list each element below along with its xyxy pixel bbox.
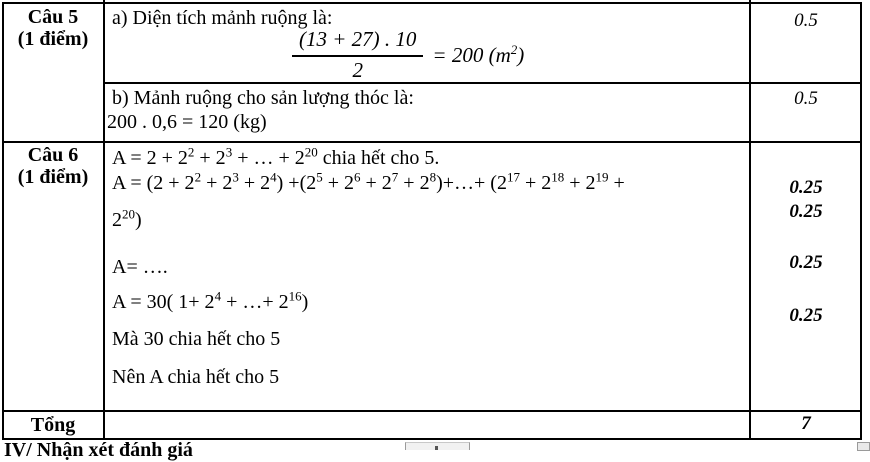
score-cau5b: 0.5 <box>794 88 818 109</box>
cau6-line3: $2^{20}$) <box>112 206 142 231</box>
cau5-label-line2: (1 điểm) <box>17 28 89 50</box>
scrollbar-corner-button[interactable] <box>857 442 870 451</box>
cau5-label-line1: Câu 5 <box>27 6 79 28</box>
cau5-label <box>3 6 103 50</box>
cau6-label-line1: Câu 6 <box>27 144 79 166</box>
cau6-line5: A = 30( $1+ 2^4$ + …+ $2^{16}$) <box>112 288 309 313</box>
equation-rhs: = 200 $(m^2)$ <box>432 41 525 67</box>
cau5a-equation <box>292 27 524 83</box>
score-cau6-3: 0.25 <box>789 252 823 273</box>
scrollbar-fragment[interactable] <box>405 442 470 450</box>
cau6-line6: Mà 30 chia hết cho 5 <box>112 328 281 350</box>
clipped-next-section-heading: IV/ Nhận xét đánh giá <box>4 439 193 461</box>
row-divider-cau5-cau6 <box>2 141 862 143</box>
cau5b-line2: 200 . 0,6 = 120 (kg) <box>107 111 267 133</box>
score-cau6-2: 0.25 <box>789 201 823 222</box>
fraction <box>292 27 423 83</box>
score-cau6-1: 0.25 <box>789 177 823 198</box>
cau5a-text: a) Diện tích mảnh ruộng là: <box>112 7 333 29</box>
fraction-numerator: (13 + 27) . 10 <box>292 27 423 57</box>
table-border-top <box>2 2 861 4</box>
cau6-line1: $A = 2 + 2^2 + 2^3$ + … + $2^{20}$ chia hết cho 5. <box>112 144 440 169</box>
row-divider-cau6-tong <box>2 410 862 412</box>
cau5b-line1: b) Mảnh ruộng cho sản lượng thóc là: <box>112 87 414 109</box>
score-cau6-4: 0.25 <box>789 305 823 326</box>
score-cau5a: 0.5 <box>794 10 818 31</box>
fraction-denominator: 2 <box>352 58 363 82</box>
score-total: 7 <box>801 413 811 434</box>
cau6-line7: Nên A chia hết cho 5 <box>112 366 280 388</box>
table-border-left <box>2 2 4 440</box>
cau6-label <box>3 144 103 188</box>
tong-label: Tổng <box>30 414 76 436</box>
table-divider-col1 <box>103 0 105 440</box>
cau6-line4: A= …. <box>112 256 168 278</box>
cau6-label-line2: (1 điểm) <box>17 166 89 188</box>
cau6-line2: $A = (2 + 2^2 + 2^3 + 2^4) +(2^5 + 2^6 + 2^7$ + $2^8)+\dots+ (2^{17} + 2^{18} + 2^{19}$ + <box>112 169 625 194</box>
scrollbar-notch <box>435 446 438 450</box>
